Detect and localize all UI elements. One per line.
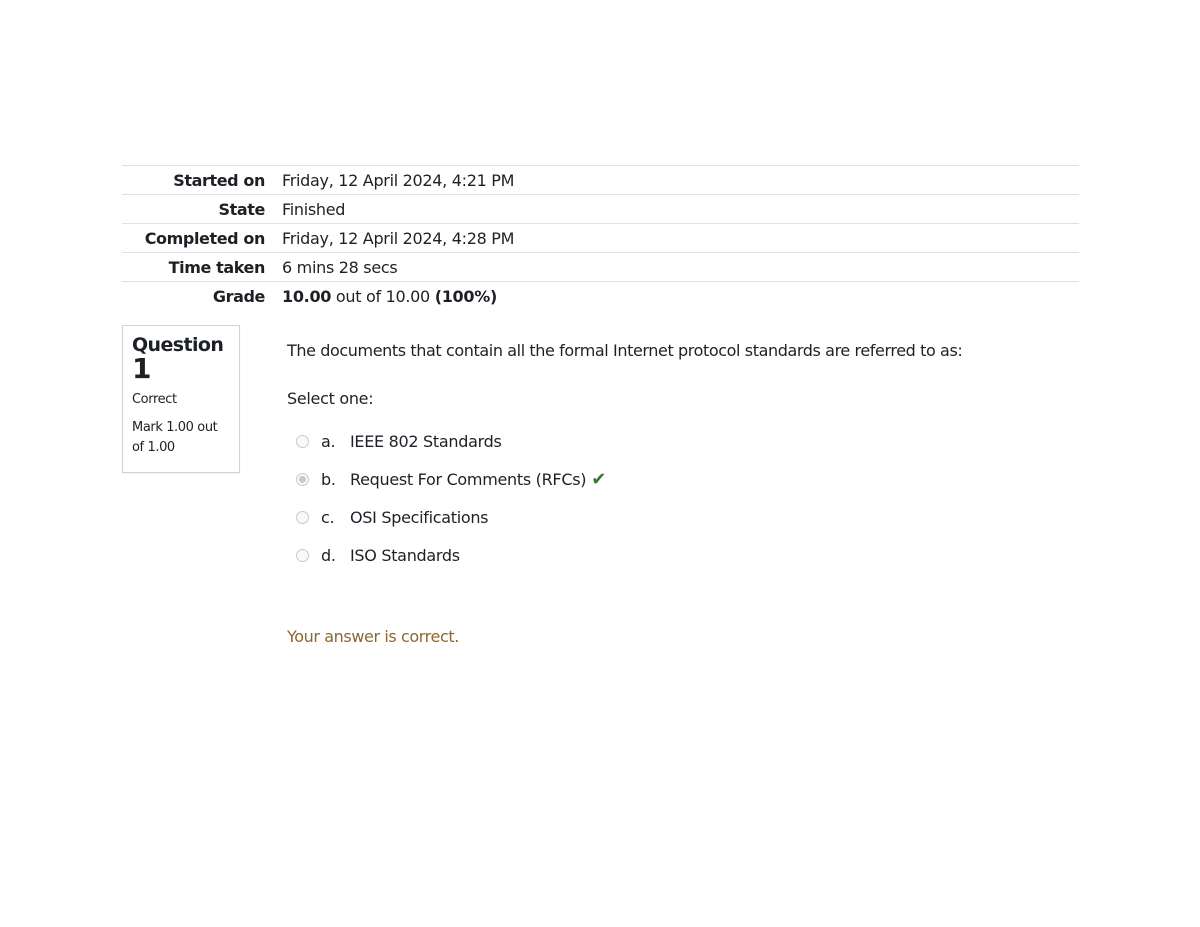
answer-list <box>296 422 606 574</box>
question-number: 1 <box>132 352 152 385</box>
state-value: Finished <box>282 199 346 219</box>
summary-row-time-taken <box>122 253 1079 282</box>
grade-middle: out of 10.00 <box>331 286 435 306</box>
summary-row-state <box>122 195 1079 224</box>
attempt-summary-table <box>122 165 1079 310</box>
radio-a[interactable] <box>296 435 309 448</box>
completed-on-value: Friday, 12 April 2024, 4:28 PM <box>282 228 515 248</box>
answer-text-a: IEEE 802 Standards <box>350 431 502 451</box>
grade-score: 10.00 <box>282 286 332 306</box>
answer-option-b[interactable] <box>296 460 606 498</box>
answer-option-d[interactable] <box>296 536 606 574</box>
select-one-prompt: Select one: <box>287 389 374 408</box>
grade-percent: (100%) <box>434 286 497 306</box>
started-on-value: Friday, 12 April 2024, 4:21 PM <box>282 170 515 190</box>
answer-option-a[interactable] <box>296 422 606 460</box>
question-state: Correct <box>132 392 177 407</box>
question-mark: Mark 1.00 out of 1.00 <box>132 420 218 455</box>
question-title: Question <box>132 334 224 356</box>
check-icon: ✔ <box>591 468 607 490</box>
question-info-box <box>122 325 240 473</box>
question-text: The documents that contain all the formal Internet protocol standards are referred to as: <box>287 341 963 360</box>
time-taken-value: 6 mins 28 secs <box>282 257 398 277</box>
answer-text-d: ISO Standards <box>350 545 460 565</box>
answer-letter-c: c. <box>321 507 335 527</box>
answer-text-b: Request For Comments (RFCs) <box>350 469 587 489</box>
radio-b[interactable] <box>296 473 309 486</box>
answer-text-c: OSI Specifications <box>350 507 489 527</box>
summary-row-completed-on <box>122 224 1079 253</box>
summary-row-started-on <box>122 166 1079 195</box>
time-taken-label: Time taken <box>168 257 265 277</box>
summary-row-grade <box>122 282 1079 310</box>
answer-option-c[interactable] <box>296 498 606 536</box>
answer-letter-a: a. <box>321 431 336 451</box>
radio-c[interactable] <box>296 511 309 524</box>
started-on-label: Started on <box>173 170 265 190</box>
answer-letter-d: d. <box>321 545 336 565</box>
grade-value <box>282 287 497 306</box>
radio-d[interactable] <box>296 549 309 562</box>
answer-letter-b: b. <box>321 469 336 489</box>
state-label: State <box>218 199 265 219</box>
feedback-message: Your answer is correct. <box>287 627 459 646</box>
grade-label: Grade <box>212 286 265 306</box>
completed-on-label: Completed on <box>144 228 265 248</box>
